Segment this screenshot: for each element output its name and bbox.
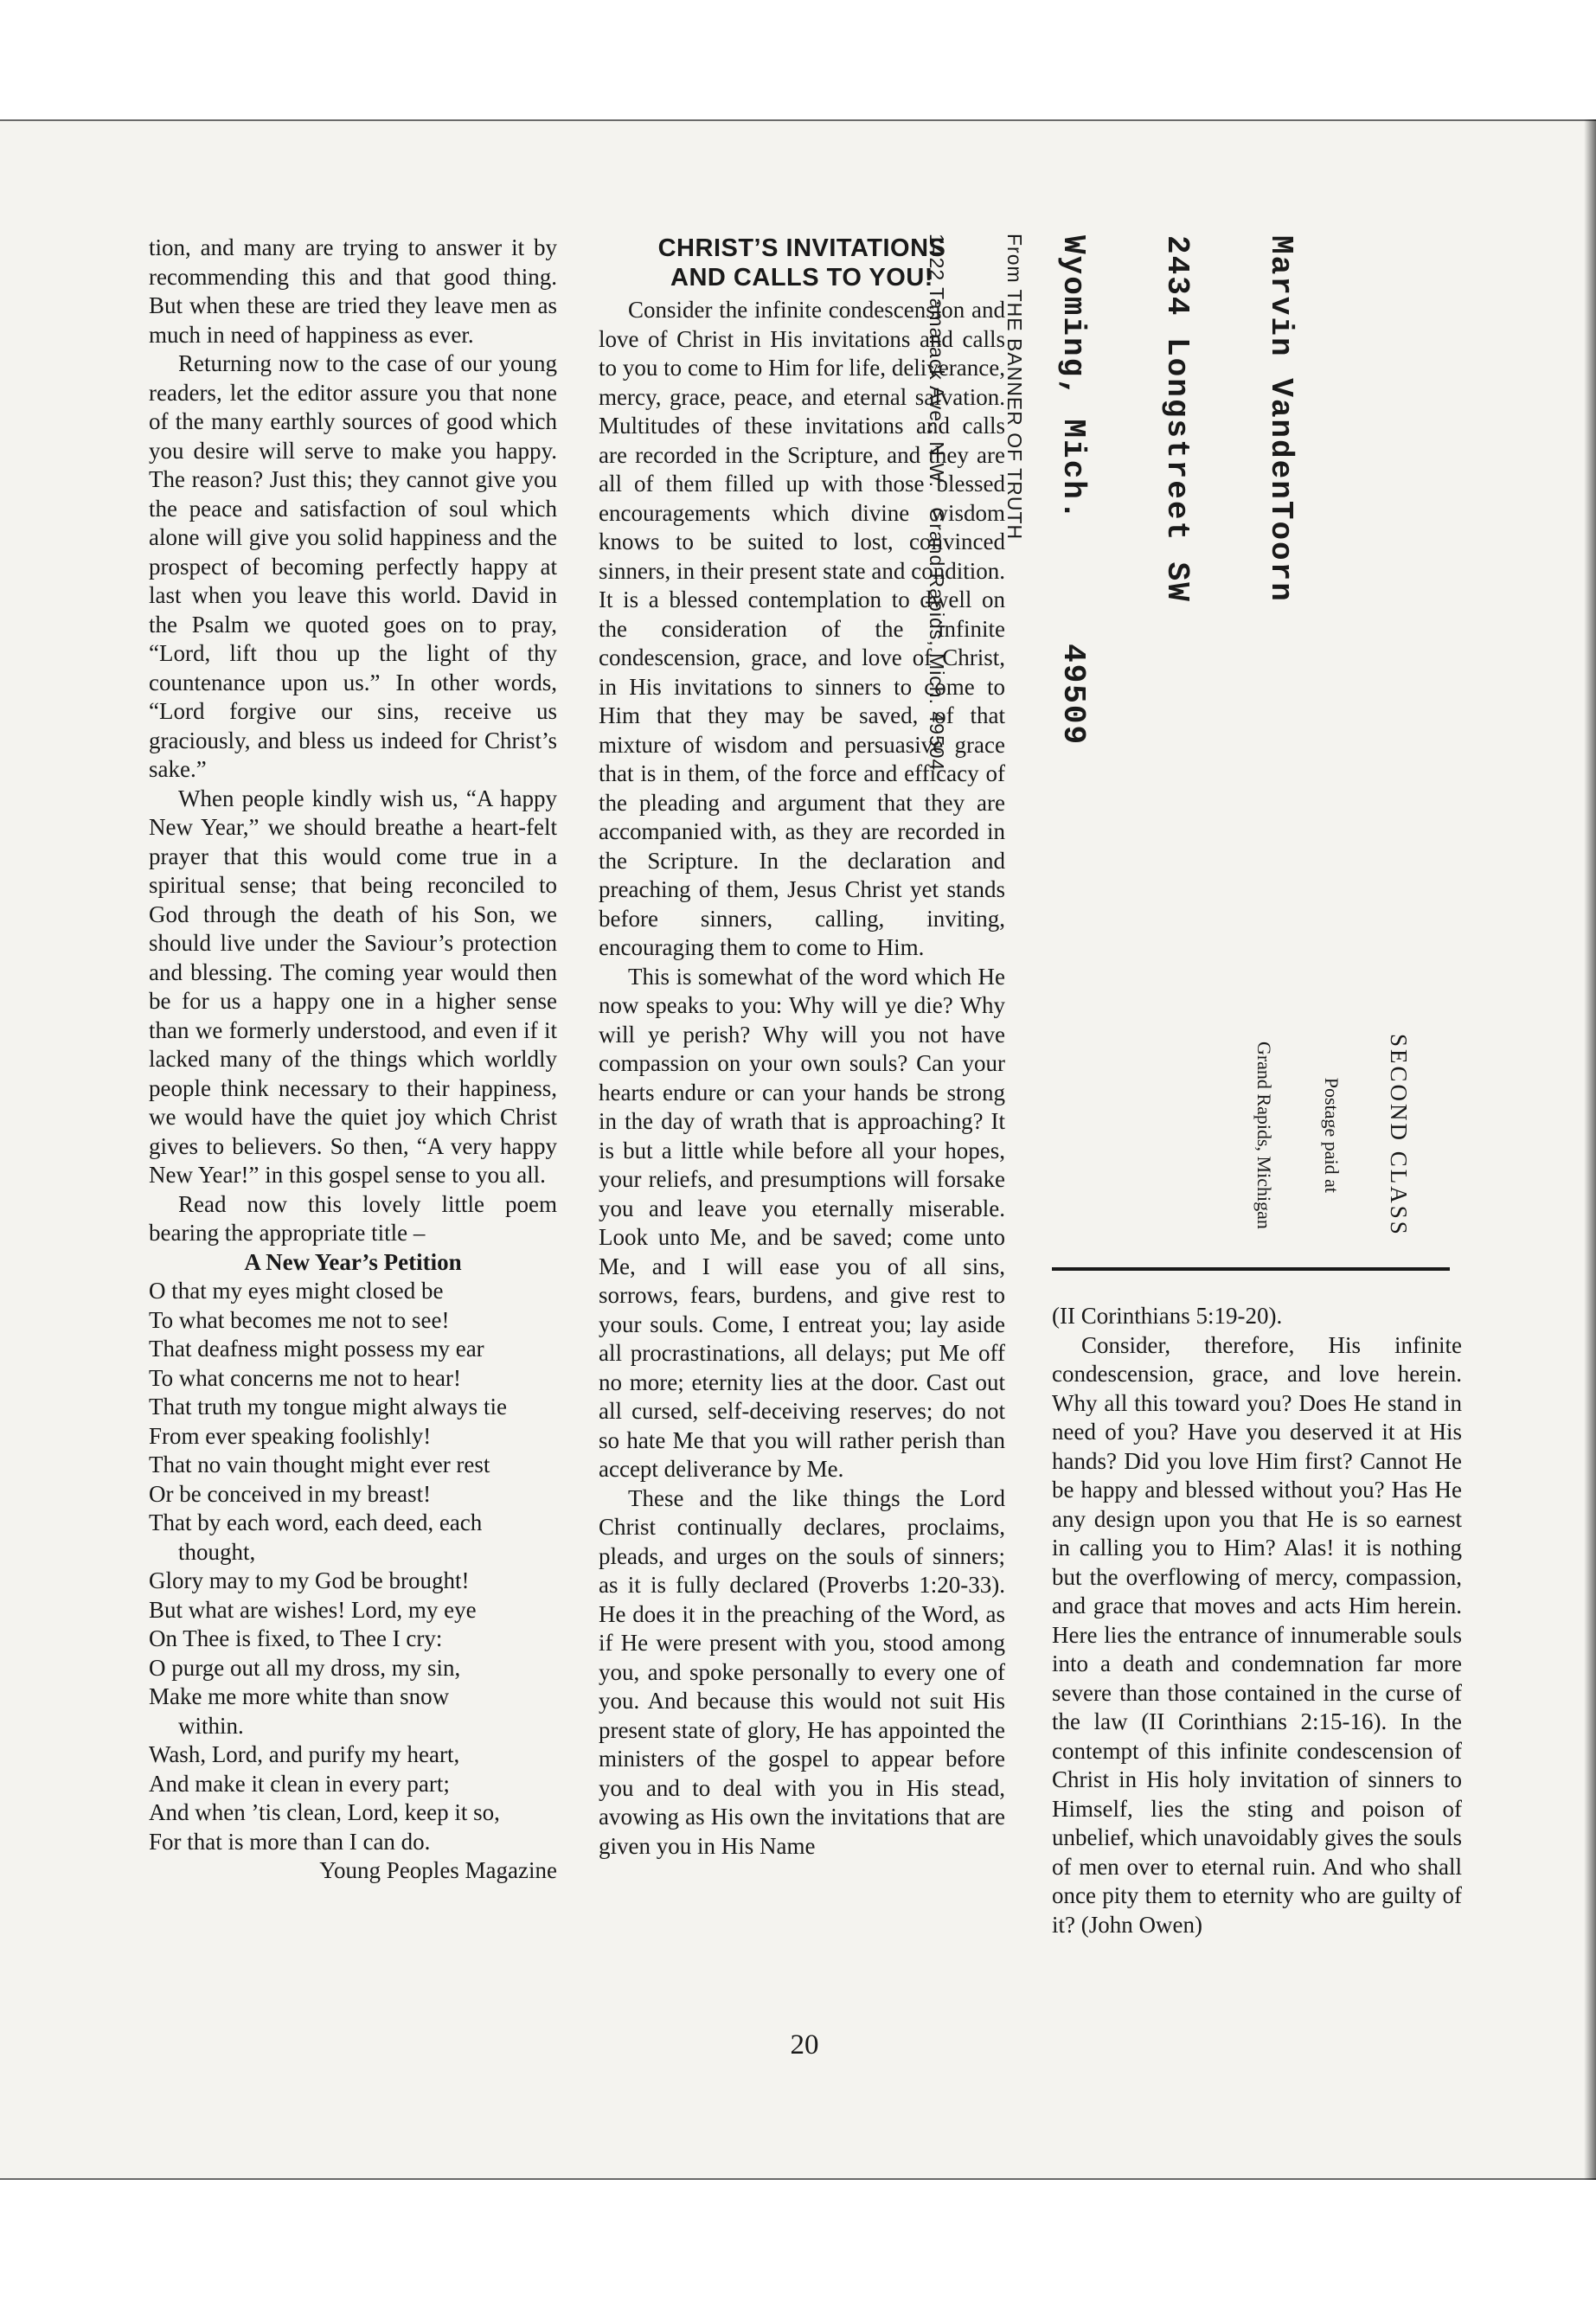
- poem-line: On Thee is fixed, to Thee I cry:: [149, 1625, 443, 1651]
- paragraph: Returning now to the case of our young readers, let the editor assure you that none of the many earthly sources of good which you desire will serve to make you happy. The reason? Just this; they cannot give you the peace and satisfaction of soul which alone will give you solid happiness and the prospect of becoming perfectly happy at last when you leave this world. David in the Psalm we quoted goes on to pray, “Lord, lift thou up the light of thy countenance upon us.” In other words, “Lord forgive our sins, receive us graciously, and bless us indeed for Christ’s sake.”: [149, 350, 557, 782]
- poem-line: And when ’tis clean, Lord, keep it so,: [149, 1799, 500, 1825]
- poem-line: thought,: [178, 1538, 256, 1565]
- article-heading-line: AND CALLS TO YOU!: [670, 264, 933, 292]
- poem-line: That truth my tongue might always tie: [149, 1394, 507, 1420]
- paragraph: These and the like things the Lord Christ continually declares, proclaims, pleads, and urges on the souls of sinners; as it is fully declared (Proverbs 1:20-33). He does it in the preaching of the Word, as if He were present with you, stood among you, and spoke personally to every one of you. And because this would not suit His present state of glory, He has appointed the ministers of the gospel to appear before you and to deal with you in His stead, avowing as His own the invitations that are given you in His Name: [599, 1484, 1005, 1859]
- poem-line: That deafness might possess my ear: [149, 1336, 484, 1362]
- poem-line: Make me more white than snow: [149, 1683, 450, 1709]
- return-address-line: 1422 Tamarack Ave., N.W. Grand Rapids, Mich. 49504: [926, 234, 948, 772]
- recipient-address-label: [1021, 235, 1367, 746]
- poem-line: That no vain thought might ever rest: [149, 1452, 490, 1477]
- poem-line: But what are wishes! Lord, my eye: [149, 1596, 477, 1623]
- paragraph: tion, and many are trying to answer it by recommending this and that good thing. But when these are tried they leave men as much in need of happiness as ever.: [149, 234, 557, 348]
- postage-indicia: [1230, 1034, 1455, 1237]
- poem-line: To what concerns me not to hear!: [149, 1364, 461, 1391]
- recipient-name: Marvin VandenToorn: [1263, 235, 1298, 603]
- paragraph: Read now this lovely little poem bearing the appropriate title –: [149, 1190, 557, 1246]
- poem-line: That by each word, each deed, each: [149, 1509, 483, 1535]
- recipient-street: 2434 Longstreet SW: [1159, 235, 1195, 603]
- paragraph: Consider, therefore, His infinite condescension, grace, and love herein. Why all this toward you? Does He stand in need of you? Have you deserved it at His hands? Did you love Him first? Cannot He be happy and blessed without you? Has He any design upon you that He is so earnest in calling you to Him? Alas! it is nothing but the overflowing of mercy, compassion, and grace that moves and acts Him herein. Here lies the entrance of innumerable souls into a death and condemnation far more severe than those contained in the curse of the law (II Corinthians 2:15-16). In the contempt of this infinite condescension of Christ in His holy invitation of sinners to Himself, lies the sting and poison of unbelief, which unavoidably gives the souls of men over to eternal ruin. And who shall once pity them to eternity who are guilty of it? (John Owen): [1052, 1331, 1462, 1938]
- poem-line: within.: [178, 1712, 244, 1739]
- poem-line: From ever speaking foolishly!: [149, 1422, 432, 1449]
- poem-line: O that my eyes might closed be: [149, 1278, 444, 1304]
- postage-line: Postage paid at: [1321, 1077, 1343, 1193]
- column-left: [149, 234, 557, 1886]
- poem-line: Or be conceived in my breast!: [149, 1480, 432, 1507]
- poem-line: Glory may to my God be brought!: [149, 1567, 470, 1593]
- poem-line: O purge out all my dross, my sin,: [149, 1654, 461, 1681]
- poem: [149, 1277, 557, 1856]
- paragraph: Consider the infinite condescension and love of Christ in His invitations and calls to you to come to Him for life, deliverance, mercy, grace, peace, and eternal salvation. Multitudes of these invitations and calls are recorded in the Scripture, and they are all of them filled up with those blessed encouragements which divine wisdom knows to be suited to lost, convinced sinners, in their present state and condition. It is a blessed contemplation to dwell on the consideration of the infinite condescension, grace, and love of Christ, in His invitations to sinners to come to Him that they may be saved, of that mixture of wisdom and persuasive grace that is in them, of the force and efficacy of the pleading and argument that they are accompanied with, as they are recorded in the Scripture. In the declaration and preaching of them, Jesus Christ yet stands before sinners, calling, inviting, encouraging them to come to Him.: [599, 297, 1005, 960]
- recipient-city: Wyoming, Mich. 49509: [1055, 235, 1091, 747]
- page-number: 20: [790, 2029, 819, 2061]
- poem-line: And make it clean in every part;: [149, 1770, 450, 1797]
- poem-attribution: Young Peoples Magazine: [319, 1857, 557, 1883]
- paragraph: When people kindly wish us, “A happy New Year,” we should breathe a heart-felt prayer that this would come true in a spiritual sense; that being reconciled to God through the death of his Son, we should live under the Saviour’s protection and blessing. The coming year would then be for us a happy one in a higher sense than we formerly understood, and even if it lacked many of the things which worldly people think necessary to their happiness, we would have the quiet joy which Christ gives to believers. So then, “A very happy New Year!” in this gospel sense to you all.: [149, 785, 557, 1188]
- return-address-line: From THE BANNER OF TRUTH: [1003, 234, 1026, 541]
- paragraph: (II Corinthians 5:19-20).: [1052, 1303, 1283, 1329]
- postage-class: SECOND CLASS: [1386, 1034, 1412, 1237]
- poem-title: A New Year’s Petition: [244, 1248, 462, 1275]
- article-heading-line: CHRIST’S INVITATIONS: [657, 234, 946, 262]
- paragraph: This is somewhat of the word which He now speaks to you: Why will ye die? Why will ye perish? Why will you not have compassion on your own souls? Can your hearts endure or can your hands be strong in the day of wrath that is approaching? It is but a little while before all your hopes, your reliefs, and presumptions will forsake you and leave you eternally miserable. Look unto Me, and be saved; come unto Me, and I will ease you of all sins, sorrows, fears, burdens, and give rest to your souls. Come, I entreat you; lay aside all procrastinations, all delays; put Me off no more; eternity lies at the door. Cast out all cursed, self-deceiving reserves; do not so hate Me that you will rather perish than accept deliverance by Me.: [599, 963, 1005, 1482]
- mailing-panel-divider: [1052, 1267, 1450, 1271]
- page-edge-shadow: [1584, 119, 1596, 2180]
- poem-line: For that is more than I can do.: [149, 1828, 431, 1855]
- postage-line: Grand Rapids, Michigan: [1253, 1041, 1275, 1229]
- poem-line: Wash, Lord, and purify my heart,: [149, 1741, 460, 1767]
- column-right: [1052, 1302, 1462, 1939]
- poem-line: To what becomes me not to see!: [149, 1306, 450, 1333]
